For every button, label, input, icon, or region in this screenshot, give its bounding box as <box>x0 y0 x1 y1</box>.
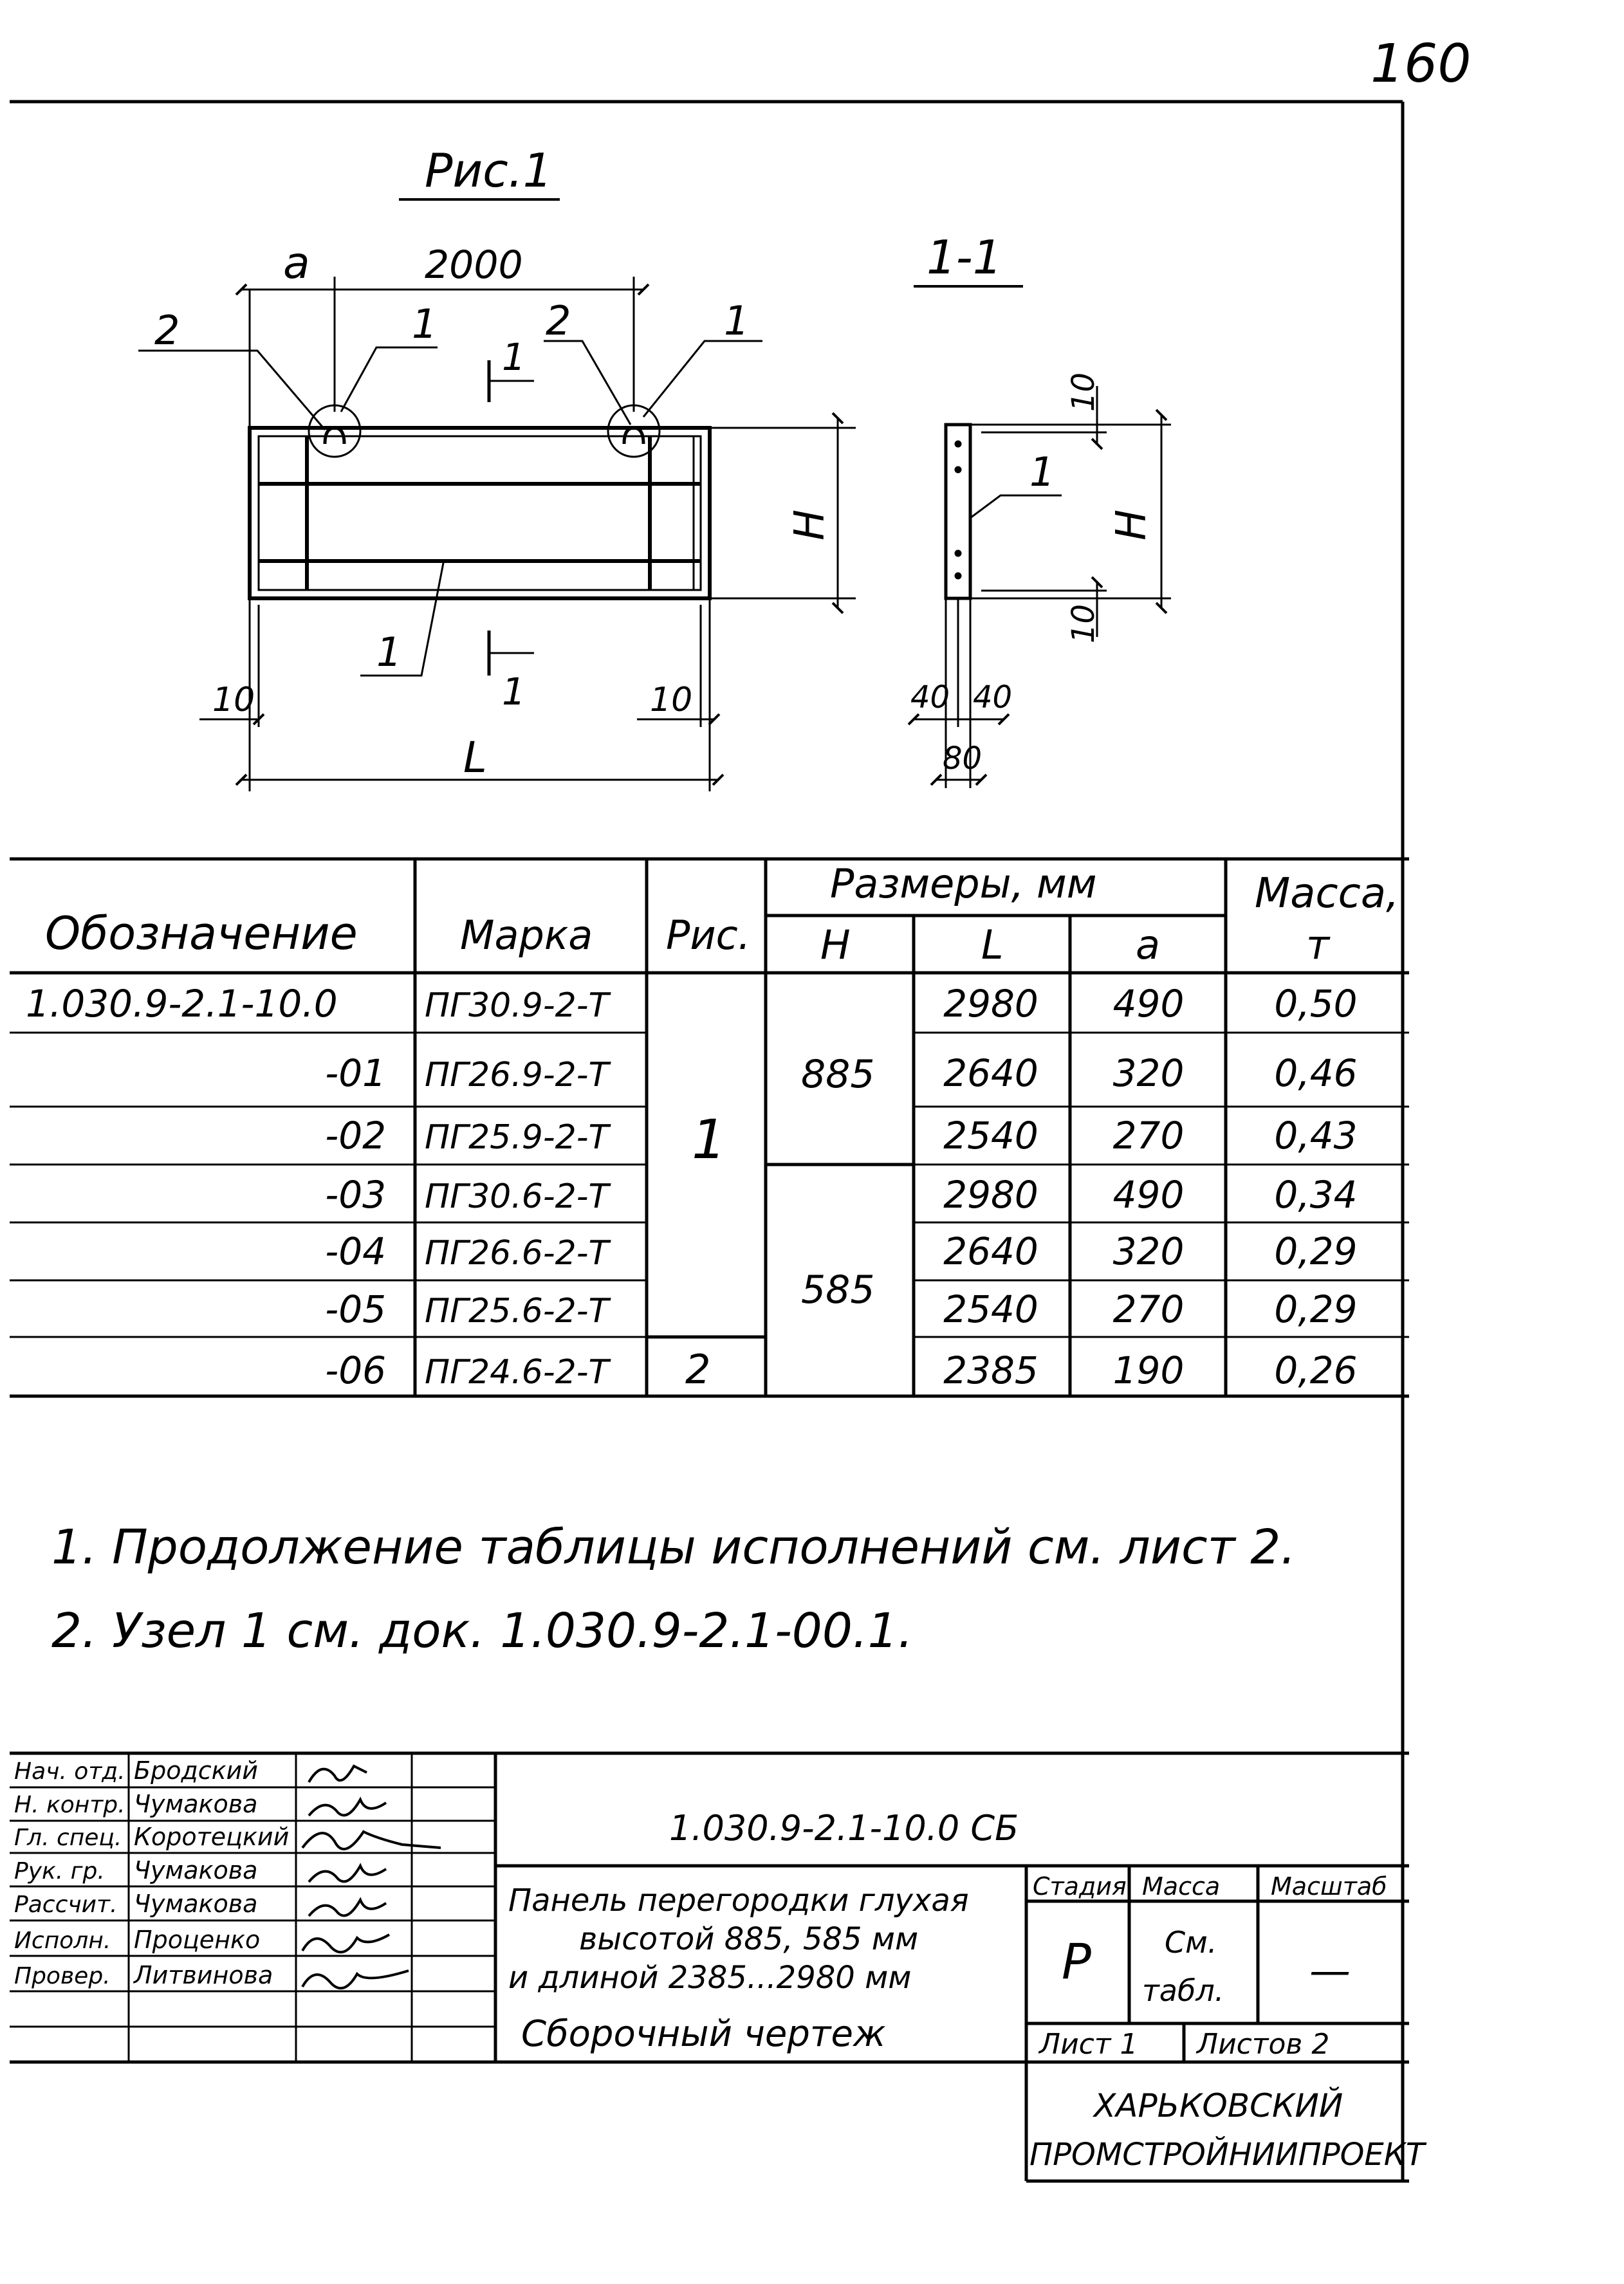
dim-10-section-top: 10 <box>1066 372 1102 412</box>
leader-1-right: 1 <box>724 297 750 344</box>
note-1: 1. Продолжение таблицы исполнений см. лист 2. <box>51 1520 1296 1575</box>
mass-label: Масса <box>1142 1872 1221 1901</box>
org-line-1: ХАРЬКОВСКИЙ <box>1094 2087 1343 2124</box>
table-row <box>325 1229 1357 1273</box>
stage-value: Р <box>1062 1933 1091 1990</box>
cell-H-585: 585 <box>801 1267 875 1312</box>
doc-title-line-2: высотой 885, 585 мм <box>579 1921 919 1957</box>
leader-1-left: 1 <box>412 300 438 347</box>
mass-value-2: табл. <box>1142 1973 1224 2008</box>
cell-mark: ПГ24.6-2-Т <box>425 1353 609 1392</box>
dim-10-right: 10 <box>650 681 693 719</box>
leader-1-bottom: 1 <box>376 629 402 676</box>
th-mark: Марка <box>460 912 593 959</box>
cell-designation: -03 <box>325 1173 386 1217</box>
cell-mass: 0,26 <box>1274 1349 1358 1392</box>
cell-mass: 0,34 <box>1274 1173 1358 1217</box>
dim-H-front-label: H <box>786 509 834 540</box>
cell-L: 2980 <box>943 1173 1038 1217</box>
scale-label: Масштаб <box>1271 1872 1387 1901</box>
role-label: Провер. <box>14 1963 111 1989</box>
dim-a-label: a <box>283 238 310 289</box>
cell-L: 2640 <box>943 1229 1038 1273</box>
title-block-row <box>14 1926 260 1954</box>
leader-2-left: 2 <box>154 307 180 354</box>
cell-L: 2640 <box>943 1051 1038 1095</box>
leader-2-right: 2 <box>546 297 571 344</box>
org-line-2: ПРОМСТРОЙНИИПРОЕКТ <box>1029 2137 1425 2173</box>
section-mark-top-label: 1 <box>502 335 526 379</box>
cell-designation: 1.030.9-2.1-10.0 <box>26 982 338 1026</box>
role-name: Проценко <box>134 1926 261 1954</box>
dim-10-left: 10 <box>212 681 255 719</box>
cell-mass: 0,29 <box>1274 1287 1358 1331</box>
lifting-loop-left <box>309 405 360 457</box>
role-label: Гл. спец. <box>14 1825 122 1851</box>
cell-mark: ПГ26.9-2-Т <box>425 1056 609 1094</box>
signatures <box>302 1766 441 1988</box>
table-row <box>325 1114 1357 1157</box>
th-fig: Рис. <box>666 912 751 959</box>
title-block-row <box>14 1961 273 1989</box>
sheets-label: Листов 2 <box>1197 2028 1330 2061</box>
role-name: Чумакова <box>134 1856 258 1884</box>
sheet-label: Лист 1 <box>1039 2028 1138 2061</box>
role-label: Н. контр. <box>14 1792 125 1818</box>
title-block-row <box>14 1856 257 1884</box>
th-L: L <box>981 921 1004 968</box>
cell-L: 2385 <box>943 1349 1038 1392</box>
doc-type: Сборочный чертеж <box>521 2013 886 2055</box>
role-label: Исполн. <box>14 1928 111 1954</box>
cell-mark: ПГ25.6-2-Т <box>425 1292 609 1331</box>
title-block-row <box>14 1823 289 1851</box>
title-block-row <box>14 1890 257 1918</box>
cell-a: 490 <box>1112 982 1185 1026</box>
th-a: a <box>1136 921 1160 968</box>
th-sizes: Размеры, мм <box>830 860 1097 907</box>
cell-L: 2540 <box>943 1114 1038 1157</box>
role-name: Чумакова <box>134 1790 258 1818</box>
section-leader-1: 1 <box>1029 448 1055 495</box>
dimension-top <box>241 277 643 428</box>
role-name: Чумакова <box>134 1890 258 1918</box>
title-block-row <box>14 1790 257 1818</box>
cell-a: 490 <box>1112 1173 1185 1217</box>
cell-a: 320 <box>1112 1051 1185 1095</box>
cell-mass: 0,43 <box>1274 1114 1358 1157</box>
cell-a: 270 <box>1112 1114 1185 1157</box>
th-H: H <box>820 921 851 968</box>
dim-2000-label: 2000 <box>425 243 523 288</box>
dim-40-right: 40 <box>973 679 1013 715</box>
panel-front-view <box>250 428 710 598</box>
cell-a: 320 <box>1112 1229 1185 1273</box>
title-block-row <box>14 1756 258 1785</box>
dim-40-left: 40 <box>910 679 950 715</box>
lifting-loop-right <box>608 405 660 457</box>
cell-mark: ПГ30.6-2-Т <box>425 1177 609 1216</box>
th-mass-unit: т <box>1306 921 1330 968</box>
th-designation: Обозначение <box>45 907 358 960</box>
role-name: Бродский <box>134 1756 258 1785</box>
cell-designation: -01 <box>325 1051 386 1095</box>
cell-mass: 0,46 <box>1274 1051 1358 1095</box>
dim-L-label: L <box>463 733 487 782</box>
cell-L: 2540 <box>943 1287 1038 1331</box>
cell-designation: -04 <box>325 1229 386 1273</box>
cell-L: 2980 <box>943 982 1038 1026</box>
dim-10-section-bottom: 10 <box>1066 603 1102 643</box>
cell-a: 270 <box>1112 1287 1185 1331</box>
cell-mark: ПГ30.9-2-Т <box>425 986 609 1025</box>
cell-designation: -02 <box>325 1114 386 1157</box>
doc-title-line-1: Панель перегородки глухая <box>508 1883 969 1919</box>
th-mass: Масса, <box>1255 870 1399 917</box>
table-row <box>26 982 1358 1026</box>
table-row <box>325 1349 1357 1392</box>
cell-designation: -05 <box>325 1287 386 1331</box>
role-label: Рук. гр. <box>14 1858 105 1884</box>
cell-fig-2: 2 <box>685 1346 711 1393</box>
doc-title-line-3: и длиной 2385...2980 мм <box>508 1960 912 1996</box>
table-row <box>325 1173 1357 1217</box>
role-name: Литвинова <box>134 1961 273 1989</box>
spec-table-rows <box>26 982 1358 1392</box>
figure-title: Рис.1 <box>425 143 553 198</box>
leaders-top <box>138 341 762 430</box>
cell-a: 190 <box>1112 1349 1185 1392</box>
scale-value: — <box>1309 1948 1351 1995</box>
dim-H-section-label: H <box>1108 509 1156 540</box>
dim-80: 80 <box>943 741 983 777</box>
cell-designation: -06 <box>325 1349 386 1392</box>
section-mark-bottom-label: 1 <box>502 670 526 714</box>
section-title: 1-1 <box>927 230 1002 284</box>
cell-fig-1: 1 <box>692 1108 726 1171</box>
title-block-roles <box>14 1756 289 1989</box>
doc-code: 1.030.9-2.1-10.0 СБ <box>669 1808 1019 1848</box>
stage-label: Стадия <box>1033 1872 1127 1901</box>
leader-bottom <box>360 560 444 676</box>
cell-mark: ПГ26.6-2-Т <box>425 1234 609 1273</box>
cell-H-885: 885 <box>801 1052 875 1097</box>
cell-mass: 0,29 <box>1274 1229 1358 1273</box>
page-number: 160 <box>1370 33 1472 95</box>
note-2: 2. Узел 1 см. док. 1.030.9-2.1-00.1. <box>51 1603 914 1659</box>
dimension-bottom <box>199 598 718 791</box>
cell-mass: 0,50 <box>1274 982 1358 1026</box>
role-name: Корoтецкий <box>134 1823 290 1851</box>
notes <box>51 1506 1296 1673</box>
spec-table-row-lines <box>10 1033 1409 1337</box>
role-label: Рассчит. <box>14 1892 118 1918</box>
cell-mark: ПГ25.9-2-Т <box>425 1118 609 1157</box>
role-label: Нач. отд. <box>14 1758 125 1785</box>
mass-value-1: См. <box>1165 1925 1217 1960</box>
section-mark-bottom <box>489 631 534 676</box>
